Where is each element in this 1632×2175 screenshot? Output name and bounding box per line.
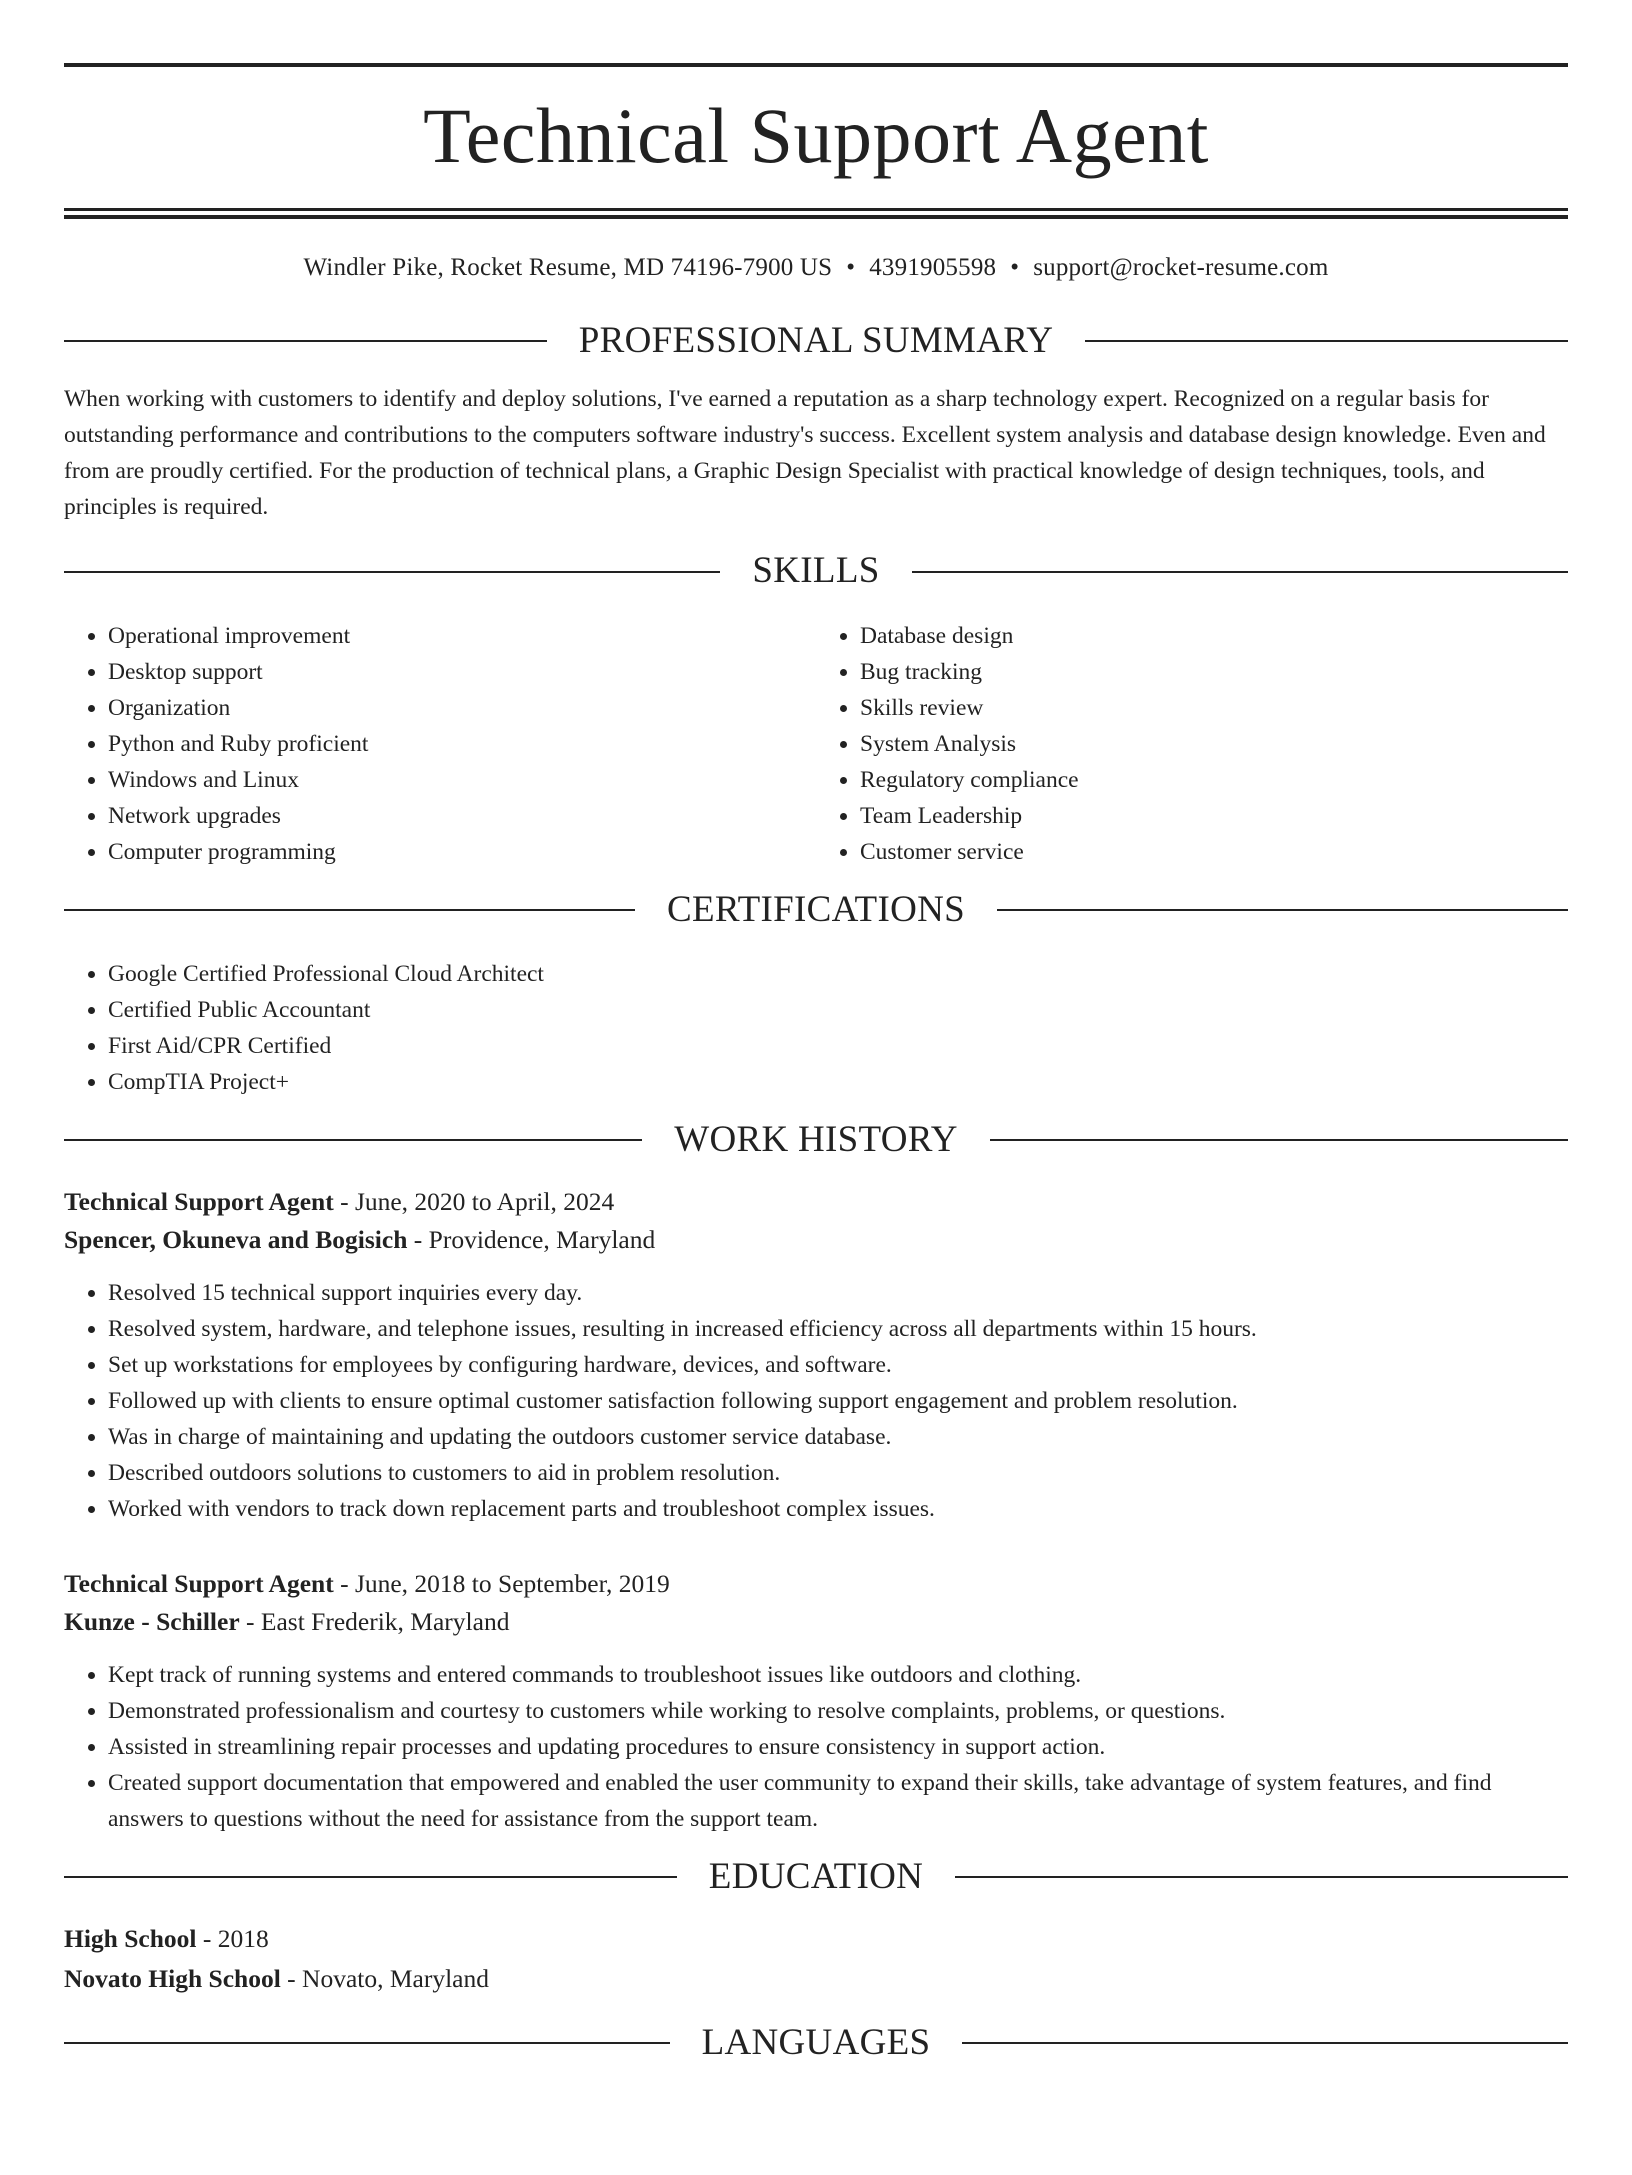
skill-item: • System Analysis	[860, 726, 1568, 762]
job-duty-item: • Resolved system, hardware, and telephone issues, resulting in increased efficiency across all departments within 15 hours.	[108, 1311, 1568, 1347]
education-degree: High School	[64, 1923, 197, 1953]
skill-item: • Organization	[108, 690, 816, 726]
skill-item: • Operational improvement	[108, 618, 816, 654]
summary-title: PROFESSIONAL SUMMARY	[578, 320, 1054, 361]
skill-item: • Bug tracking	[860, 654, 1568, 690]
job-duties-list	[64, 1275, 1568, 1527]
job-dates: - June, 2018 to September, 2019	[333, 1568, 670, 1598]
skills-heading	[64, 549, 1568, 593]
contact-separator: •	[846, 254, 856, 281]
skill-item: • Network upgrades	[108, 798, 816, 834]
work-history-list	[64, 1183, 1568, 1837]
divider-line	[64, 340, 547, 342]
skills-title: SKILLS	[752, 550, 880, 592]
skills-list-left	[64, 618, 816, 870]
job-role: Technical Support Agent	[64, 1568, 334, 1598]
divider-line	[64, 1876, 677, 1878]
job-duty-item: • Assisted in streamlining repair processes and updating procedures to ensure consistency in support action.	[108, 1729, 1568, 1765]
languages-heading	[64, 2021, 1568, 2065]
certifications-list	[64, 956, 1568, 1100]
skills-grid	[64, 618, 1568, 870]
contact-email: support@rocket-resume.com	[1033, 254, 1329, 281]
job-location: - East Frederik, Maryland	[239, 1606, 510, 1636]
job-company: Spencer, Okuneva and Bogisich	[64, 1224, 408, 1254]
summary-heading	[64, 319, 1568, 363]
job-entry	[64, 1565, 1568, 1837]
job-role-line	[64, 1565, 1568, 1603]
education-year: - 2018	[196, 1923, 269, 1953]
divider-line	[64, 2042, 670, 2044]
skill-item: • Computer programming	[108, 834, 816, 870]
divider-line	[912, 571, 1568, 573]
education-title: EDUCATION	[708, 1855, 924, 1897]
skill-item: • Database design	[860, 618, 1568, 654]
summary-text: When working with customers to identify and deploy solutions, I've earned a reputation as a sharp technology expert. Recognized on a regular basis for outstanding performance and contributions to the computers software industry's success. Excellent system analysis and database design knowledge. Even and from are proudly certified. For the production of technical plans, a Graphic Design Specialist with practical knowledge of design techniques, tools, and principles is required.	[64, 386, 1546, 521]
education-degree-line	[64, 1919, 1568, 1959]
divider-line	[962, 2042, 1568, 2044]
resume-name: Technical Support Agent	[423, 92, 1209, 179]
skill-item: • Customer service	[860, 834, 1568, 870]
skill-item: • Team Leadership	[860, 798, 1568, 834]
job-duty-item: • Followed up with clients to ensure optimal customer satisfaction following support engagement and problem resolution.	[108, 1383, 1568, 1419]
double-rule	[64, 208, 1568, 219]
certification-item: • First Aid/CPR Certified	[108, 1028, 1568, 1064]
education-entry	[64, 1919, 1568, 1999]
job-role: Technical Support Agent	[64, 1186, 334, 1216]
contact-address: Windler Pike, Rocket Resume, MD 74196-7900 US	[303, 254, 833, 281]
job-company-line	[64, 1221, 1568, 1259]
job-duty-item: • Worked with vendors to track down replacement parts and troubleshoot complex issues.	[108, 1491, 1568, 1527]
skill-item: • Windows and Linux	[108, 762, 816, 798]
resume-page	[0, 63, 1632, 2175]
job-company: Kunze - Schiller	[64, 1606, 240, 1636]
job-duty-item: • Resolved 15 technical support inquiries every day.	[108, 1275, 1568, 1311]
skill-item: • Desktop support	[108, 654, 816, 690]
skill-item: • Python and Ruby proficient	[108, 726, 816, 762]
job-duties-list	[64, 1657, 1568, 1837]
job-duty-item: • Demonstrated professionalism and courtesy to customers while working to resolve complaints, problems, or questions.	[108, 1693, 1568, 1729]
divider-line	[997, 909, 1568, 911]
certification-item: • Google Certified Professional Cloud Architect	[108, 956, 1568, 992]
contact-phone: 4391905598	[869, 254, 997, 281]
work-heading	[64, 1118, 1568, 1162]
education-school: Novato High School	[64, 1963, 281, 1993]
certifications-title: CERTIFICATIONS	[667, 888, 965, 930]
job-duty-item: • Was in charge of maintaining and updating the outdoors customer service database.	[108, 1419, 1568, 1455]
job-duty-item: • Created support documentation that empowered and enabled the user community to expand their skills, take advantage of system features, and find answers to questions without the need for assistance from the support team.	[108, 1765, 1568, 1837]
education-heading	[64, 1855, 1568, 1899]
contact-line	[64, 253, 1568, 283]
job-entry	[64, 1183, 1568, 1527]
divider-line	[64, 571, 720, 573]
job-duty-item: • Kept track of running systems and entered commands to troubleshoot issues like outdoors and clothing.	[108, 1657, 1568, 1693]
divider-line	[64, 909, 635, 911]
job-duty-item: • Described outdoors solutions to customers to aid in problem resolution.	[108, 1455, 1568, 1491]
divider-line	[1085, 340, 1568, 342]
divider-line	[990, 1139, 1568, 1141]
education-school-line	[64, 1959, 1568, 1999]
skill-item: • Skills review	[860, 690, 1568, 726]
divider-line	[955, 1876, 1568, 1878]
certifications-heading	[64, 888, 1568, 932]
education-location: - Novato, Maryland	[280, 1963, 489, 1993]
divider-line	[64, 1139, 642, 1141]
certification-item: • CompTIA Project+	[108, 1064, 1568, 1100]
job-duty-item: • Set up workstations for employees by configuring hardware, devices, and software.	[108, 1347, 1568, 1383]
skills-list-right	[816, 618, 1568, 870]
languages-title: LANGUAGES	[701, 2021, 931, 2063]
job-dates: - June, 2020 to April, 2024	[333, 1186, 615, 1216]
top-rule	[64, 63, 1568, 67]
certification-item: • Certified Public Accountant	[108, 992, 1568, 1028]
skill-item: • Regulatory compliance	[860, 762, 1568, 798]
job-role-line	[64, 1183, 1568, 1221]
contact-separator: •	[1010, 254, 1020, 281]
work-title: WORK HISTORY	[674, 1119, 958, 1161]
job-company-line	[64, 1603, 1568, 1641]
job-location: - Providence, Maryland	[407, 1224, 656, 1254]
